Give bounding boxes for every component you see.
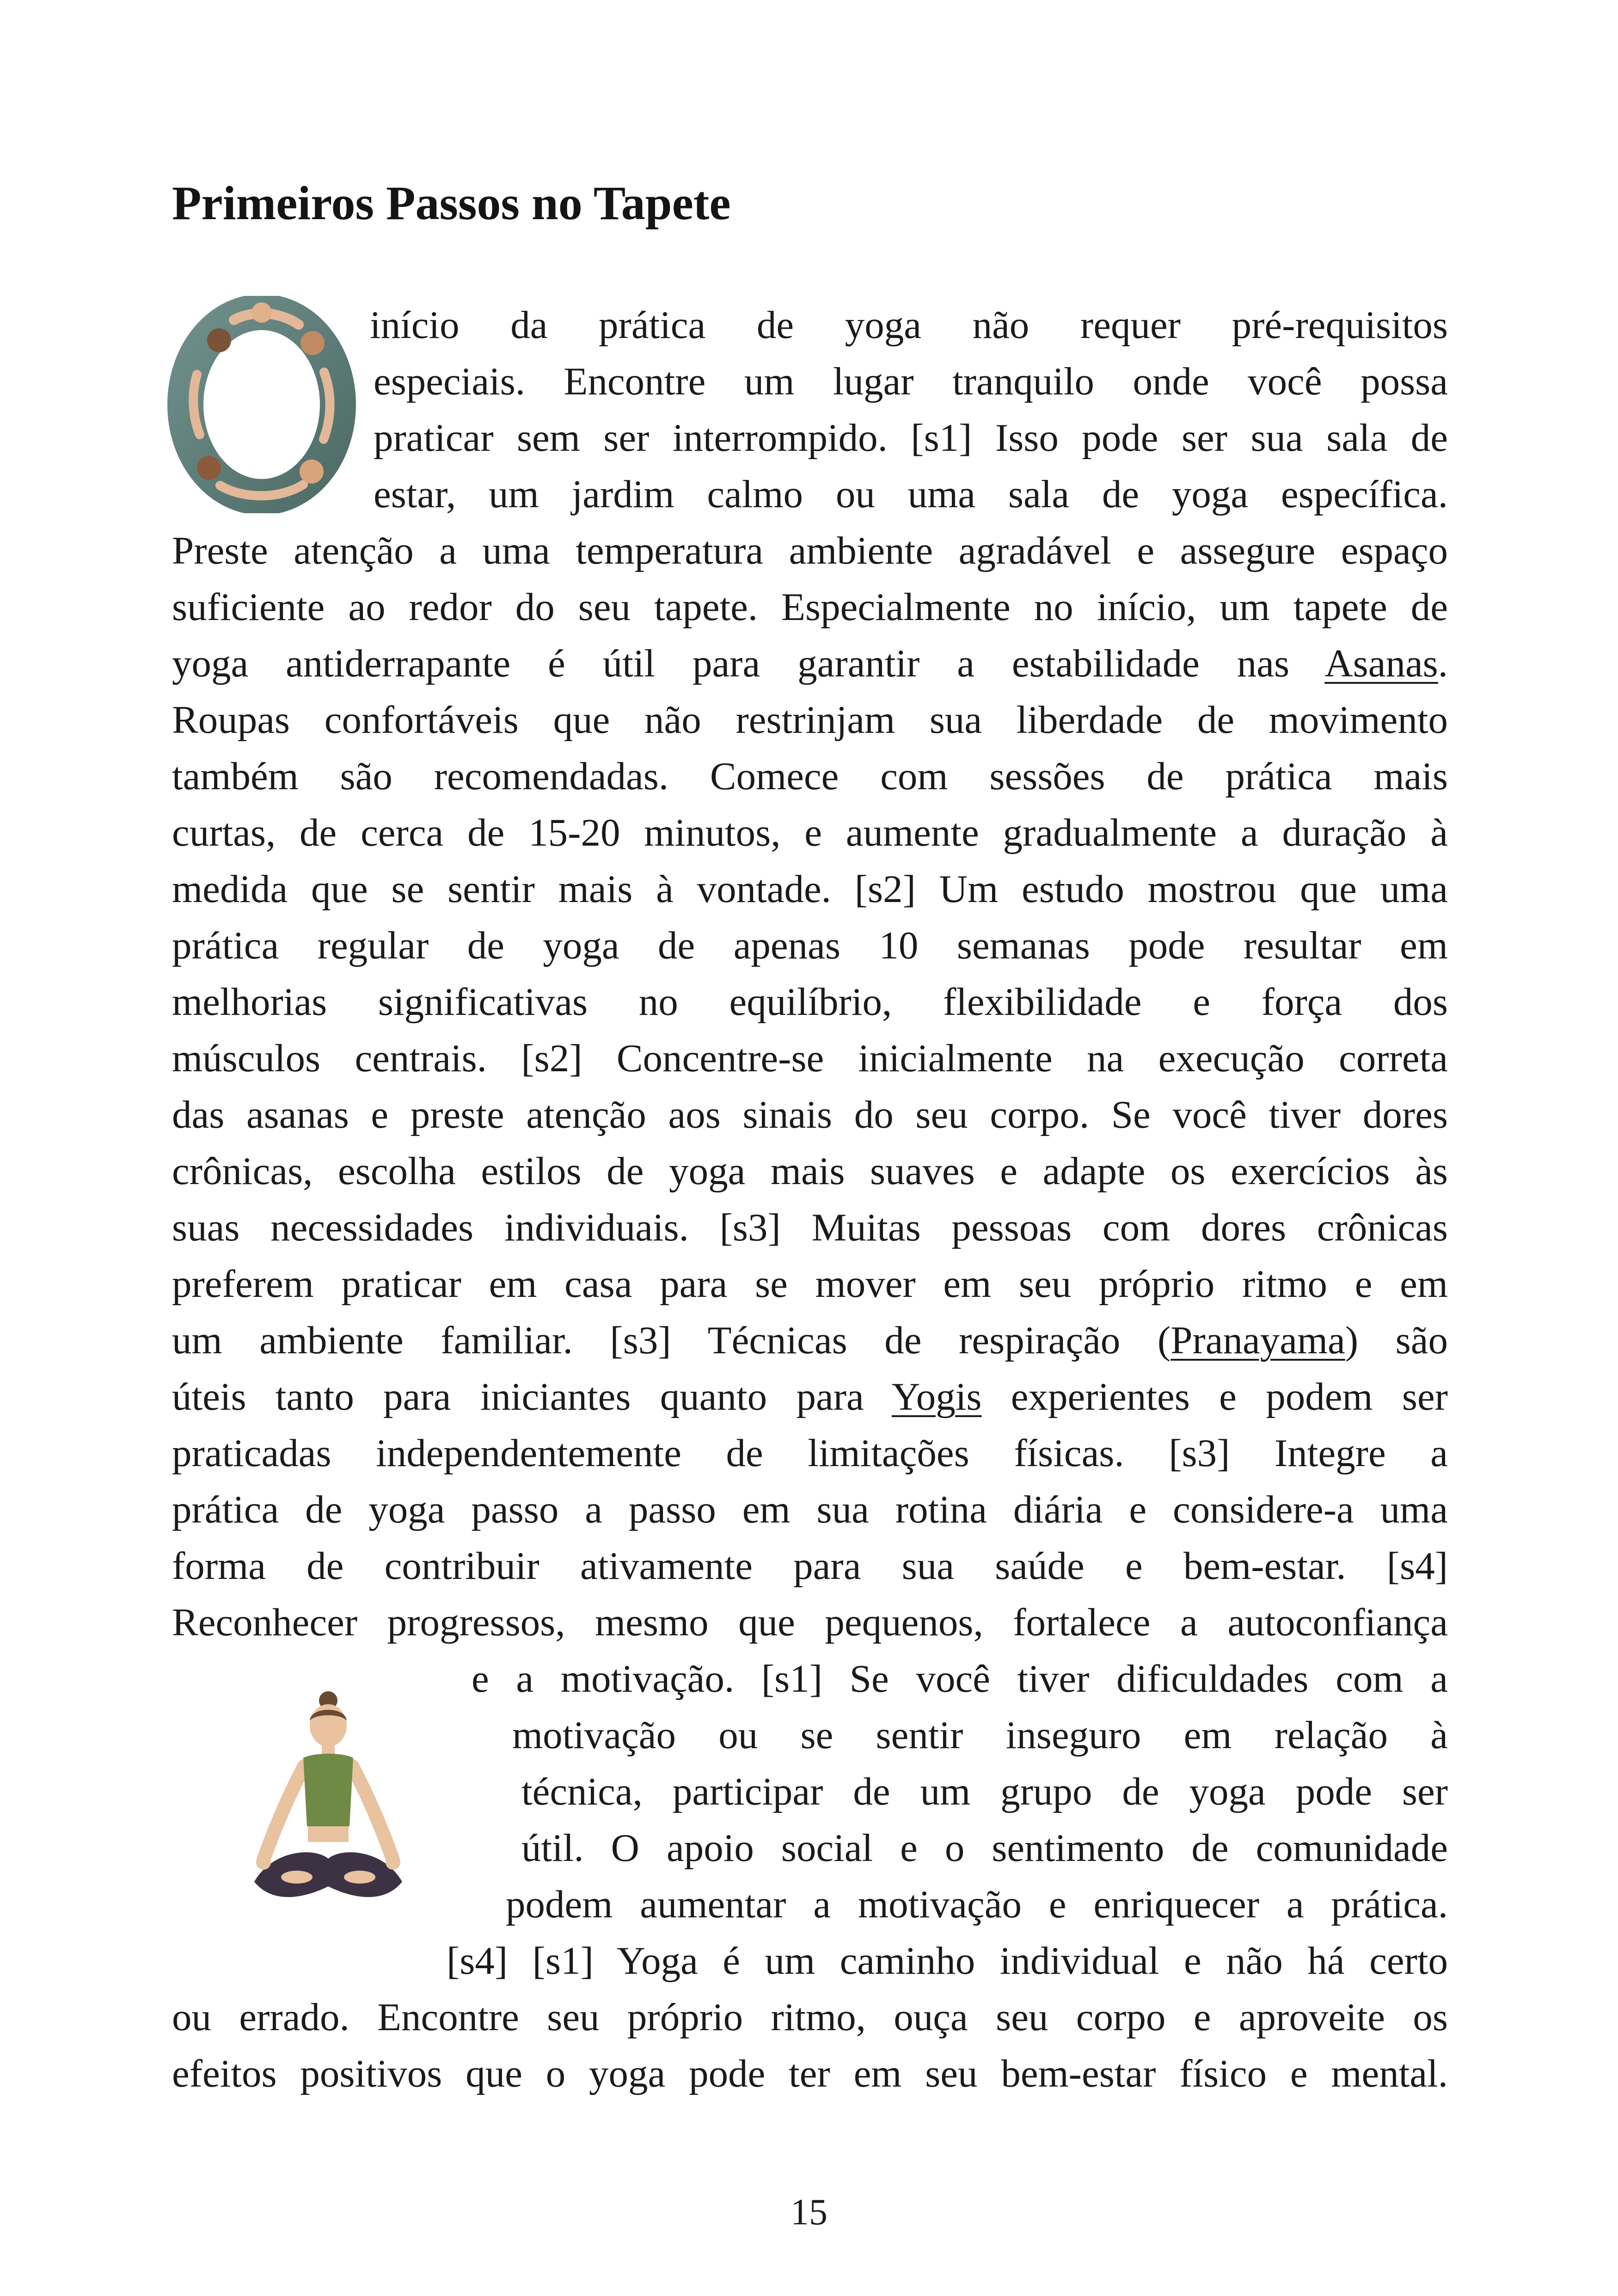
glossary-link-asanas[interactable]: Asanas xyxy=(1324,642,1438,685)
body-text-line: melhorias significativas no equilíbrio, flexibilidade e força dos xyxy=(172,980,1448,1024)
body-text-line: suficiente ao redor do seu tapete. Especialmente no início, um tapete de xyxy=(172,585,1448,629)
body-text-line: ou errado. Encontre seu próprio ritmo, ouça seu corpo e aproveite os xyxy=(172,1995,1448,2039)
body-text-line: Roupas confortáveis que não restrinjam sua liberdade de movimento xyxy=(172,698,1448,742)
line-text-segment: experientes e podem ser xyxy=(981,1375,1448,1418)
body-text-line: especiais. Encontre um lugar tranquilo onde você possa xyxy=(374,360,1448,403)
meditation-pose-icon xyxy=(245,1688,411,1919)
glossary-link-yogis[interactable]: Yogis xyxy=(891,1375,982,1418)
page-number: 15 xyxy=(791,2192,827,2233)
body-text-line: suas necessidades individuais. [s3] Muitas pessoas com dores crônicas xyxy=(172,1206,1448,1249)
body-text-line: e a motivação. [s1] Se você tiver dificuldades com a xyxy=(472,1657,1448,1701)
body-text-line: motivação ou se sentir inseguro em relação à xyxy=(512,1713,1448,1757)
body-text-line: útil. O apoio social e o sentimento de comunidade xyxy=(521,1826,1448,1870)
body-text-line: medida que se sentir mais à vontade. [s2] Um estudo mostrou que uma xyxy=(172,867,1448,911)
yoga-figure-drop-cap-o-icon xyxy=(165,296,359,513)
body-text-line: das asanas e preste atenção aos sinais do seu corpo. Se você tiver dores xyxy=(172,1093,1448,1136)
body-text-line: [s4] [s1] Yoga é um caminho individual e não há certo xyxy=(447,1939,1448,1983)
body-text-line: praticar sem ser interrompido. [s1] Isso pode ser sua sala de xyxy=(374,416,1448,460)
body-text-line: estar, um jardim calmo ou uma sala de yoga específica. xyxy=(374,473,1448,516)
line-text-segment: yoga antiderrapante é útil para garantir a estabilidade nas xyxy=(172,642,1325,685)
body-text-line: prática de yoga passo a passo em sua rotina diária e considere-a uma xyxy=(172,1488,1448,1531)
body-text-line: praticadas independentemente de limitações físicas. [s3] Integre a xyxy=(172,1431,1448,1475)
body-text-line: preferem praticar em casa para se mover em seu próprio ritmo e em xyxy=(172,1262,1448,1306)
body-text-line: Preste atenção a uma temperatura ambiente agradável e assegure espaço xyxy=(172,529,1448,572)
body-text-line: também são recomendadas. Comece com sessões de prática mais xyxy=(172,755,1448,798)
page-title: Primeiros Passos no Tapete xyxy=(172,177,731,230)
line-text-segment: ) são xyxy=(1345,1319,1448,1362)
line-text-segment: . xyxy=(1438,642,1448,685)
glossary-link-pranayama[interactable]: Pranayama xyxy=(1171,1319,1345,1362)
body-text-line xyxy=(172,1312,1448,1369)
body-text-line: curtas, de cerca de 15-20 minutos, e aumente gradualmente a duração à xyxy=(172,811,1448,854)
body-text-line: forma de contribuir ativamente para sua saúde e bem-estar. [s4] xyxy=(172,1544,1448,1588)
body-text-line: prática regular de yoga de apenas 10 semanas pode resultar em xyxy=(172,924,1448,967)
body-text-line: Reconhecer progressos, mesmo que pequenos, fortalece a autoconfiança xyxy=(172,1601,1448,1644)
line-text-segment: um ambiente familiar. [s3] Técnicas de respiração ( xyxy=(172,1319,1171,1362)
body-text-line: podem aumentar a motivação e enriquecer a prática. xyxy=(506,1883,1448,1926)
line-text-segment: úteis tanto para iniciantes quanto para xyxy=(172,1375,892,1418)
body-text-line xyxy=(172,635,1448,692)
body-text-line: técnica, participar de um grupo de yoga pode ser xyxy=(521,1770,1448,1813)
body-text-line: início da prática de yoga não requer pré-requisitos xyxy=(370,303,1448,347)
body-text-line: efeitos positivos que o yoga pode ter em seu bem-estar físico e mental. xyxy=(172,2052,1448,2095)
body-text-line: músculos centrais. [s2] Concentre-se inicialmente na execução correta xyxy=(172,1037,1448,1080)
body-text-line xyxy=(172,1369,1448,1425)
body-text-line: crônicas, escolha estilos de yoga mais suaves e adapte os exercícios às xyxy=(172,1149,1448,1193)
